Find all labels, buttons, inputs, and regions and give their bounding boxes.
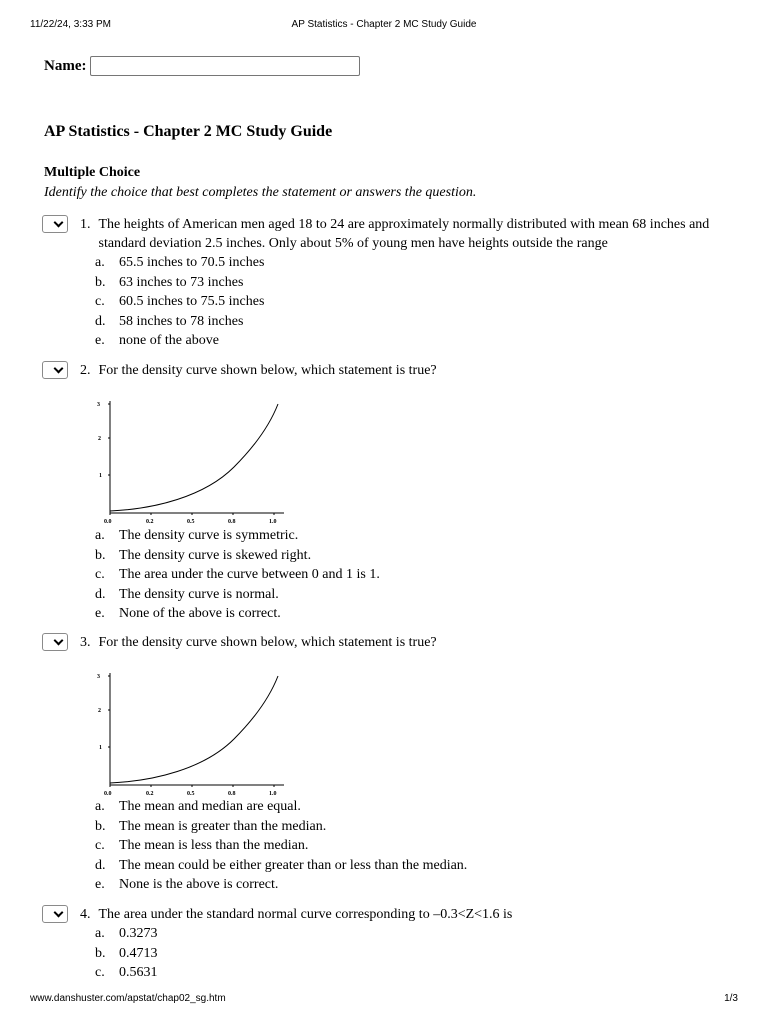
print-footer xyxy=(0,993,768,1007)
density-curve xyxy=(110,676,278,783)
choice-letter: d. xyxy=(95,857,106,873)
choice-text: 0.3273 xyxy=(119,926,158,941)
density-curve-graph xyxy=(94,397,294,532)
y-tick-label: 3 xyxy=(97,674,100,680)
choice-letter: b. xyxy=(95,274,106,290)
choice-letter: d. xyxy=(95,586,106,602)
question-text xyxy=(80,215,721,253)
choice-q3-a xyxy=(95,797,467,817)
choice-q1-b xyxy=(95,273,264,293)
question-text xyxy=(80,361,721,380)
choice-text: The density curve is skewed right. xyxy=(119,547,312,563)
choices-q2 xyxy=(95,526,380,624)
choice-text: The mean could be either greater than or less than the median. xyxy=(119,857,468,873)
question-body: The heights of American men aged 18 to 24 are approximately normally distributed with mean 68 inches and standard deviation 2.5 inches. Only about 5% of young men have heights outside the range xyxy=(98,217,710,251)
x-tick-label: 0.8 xyxy=(228,519,236,525)
page-title: AP Statistics - Chapter 2 MC Study Guide xyxy=(44,123,333,140)
density-curve xyxy=(110,404,278,511)
choice-text: 58 inches to 78 inches xyxy=(119,313,244,329)
choice-letter: c. xyxy=(95,838,105,853)
print-url: www.danshuster.com/apstat/chap02_sg.htm xyxy=(30,993,226,1004)
name-label: Name: xyxy=(44,57,87,74)
x-tick-label: 0.5 xyxy=(187,519,195,525)
y-tick-label: 1 xyxy=(99,745,102,751)
choice-q2-a xyxy=(95,526,380,546)
answer-select-q1[interactable] xyxy=(42,215,68,233)
choice-q3-d xyxy=(95,856,467,876)
choice-text: None of the above is correct. xyxy=(119,606,281,621)
choice-text: The mean is less than the median. xyxy=(119,838,309,853)
question-body: For the density curve shown below, which statement is true? xyxy=(98,635,437,650)
question-text xyxy=(80,633,721,652)
choice-text: The area under the curve between 0 and 1 is 1. xyxy=(119,567,380,582)
choice-q2-c xyxy=(95,565,380,585)
choices-q1 xyxy=(95,253,264,351)
x-tick-label: 0.2 xyxy=(146,791,154,797)
choice-text: The mean and median are equal. xyxy=(119,799,301,814)
print-page-title: AP Statistics - Chapter 2 MC Study Guide xyxy=(291,19,477,30)
choice-q1-e xyxy=(95,331,264,351)
choices-q3 xyxy=(95,797,467,895)
chevron-down-icon xyxy=(54,636,64,646)
answer-select-q2[interactable] xyxy=(42,361,68,379)
choice-q4-b xyxy=(95,944,158,964)
x-tick-label: 1.0 xyxy=(269,791,277,797)
x-tick-label: 0.0 xyxy=(104,519,112,525)
choice-letter: c. xyxy=(95,294,105,309)
y-tick-label: 1 xyxy=(99,473,102,479)
choice-letter: b. xyxy=(95,945,106,961)
choice-letter: c. xyxy=(95,965,105,980)
question-number: 2. xyxy=(80,363,91,378)
choice-text: The mean is greater than the median. xyxy=(119,818,327,834)
print-page-number: 1/3 xyxy=(724,993,738,1004)
chevron-down-icon xyxy=(54,218,64,228)
y-tick-label: 2 xyxy=(98,708,101,714)
x-tick-label: 0.8 xyxy=(228,791,236,797)
density-curve-image xyxy=(94,669,294,799)
section-title: Multiple Choice xyxy=(44,165,141,180)
x-tick-label: 0.0 xyxy=(104,791,112,797)
choice-text: 60.5 inches to 75.5 inches xyxy=(119,294,265,309)
choice-q2-e xyxy=(95,604,380,624)
name-row xyxy=(44,56,360,76)
choice-q3-e xyxy=(95,875,467,895)
choice-letter: e. xyxy=(95,333,105,348)
choice-text: The density curve is normal. xyxy=(119,586,279,602)
choice-text: 0.4713 xyxy=(119,945,158,961)
question-number: 3. xyxy=(80,635,91,650)
choice-q1-d xyxy=(95,312,264,332)
choice-letter: b. xyxy=(95,818,106,834)
section-instructions: Identify the choice that best completes the statement or answers the question. xyxy=(44,185,477,200)
choice-text: 0.5631 xyxy=(119,965,158,980)
choice-text: none of the above xyxy=(119,333,219,348)
density-curve-image xyxy=(94,397,294,527)
choice-letter: a. xyxy=(95,926,105,941)
choice-letter: d. xyxy=(95,313,106,329)
print-header xyxy=(0,19,768,33)
x-tick-label: 0.5 xyxy=(187,791,195,797)
x-tick-label: 0.2 xyxy=(146,519,154,525)
choice-q1-c xyxy=(95,292,264,312)
choice-text: 63 inches to 73 inches xyxy=(119,274,244,290)
choice-letter: e. xyxy=(95,606,105,621)
choice-letter: b. xyxy=(95,547,106,563)
x-tick-label: 1.0 xyxy=(269,519,277,525)
chevron-down-icon xyxy=(54,364,64,374)
choice-letter: a. xyxy=(95,255,105,270)
choice-q1-a xyxy=(95,253,264,273)
choice-q4-c xyxy=(95,963,158,983)
question-body: The area under the standard normal curve corresponding to –0.3<Z<1.6 is xyxy=(98,907,513,922)
print-datetime: 11/22/24, 3:33 PM xyxy=(30,19,111,30)
name-input[interactable] xyxy=(90,56,360,76)
choice-q3-b xyxy=(95,817,467,837)
choice-q2-b xyxy=(95,546,380,566)
choice-text: The density curve is symmetric. xyxy=(119,528,299,543)
y-tick-label: 3 xyxy=(97,402,100,408)
choice-letter: a. xyxy=(95,528,105,543)
choice-letter: a. xyxy=(95,799,105,814)
choice-q2-d xyxy=(95,585,380,605)
choice-text: 65.5 inches to 70.5 inches xyxy=(119,255,265,270)
question-number: 4. xyxy=(80,907,91,922)
choice-q4-a xyxy=(95,924,158,944)
choices-q4 xyxy=(95,924,158,983)
question-body: For the density curve shown below, which statement is true? xyxy=(98,363,437,378)
chevron-down-icon xyxy=(54,908,64,918)
choice-letter: c. xyxy=(95,567,105,582)
y-tick-label: 2 xyxy=(98,436,101,442)
question-number: 1. xyxy=(80,217,91,232)
density-curve-graph xyxy=(94,669,294,804)
answer-select-q3[interactable] xyxy=(42,633,68,651)
answer-select-q4[interactable] xyxy=(42,905,68,923)
choice-letter: e. xyxy=(95,877,105,892)
question-text xyxy=(80,905,721,924)
choice-text: None is the above is correct. xyxy=(119,877,279,892)
choice-q3-c xyxy=(95,836,467,856)
